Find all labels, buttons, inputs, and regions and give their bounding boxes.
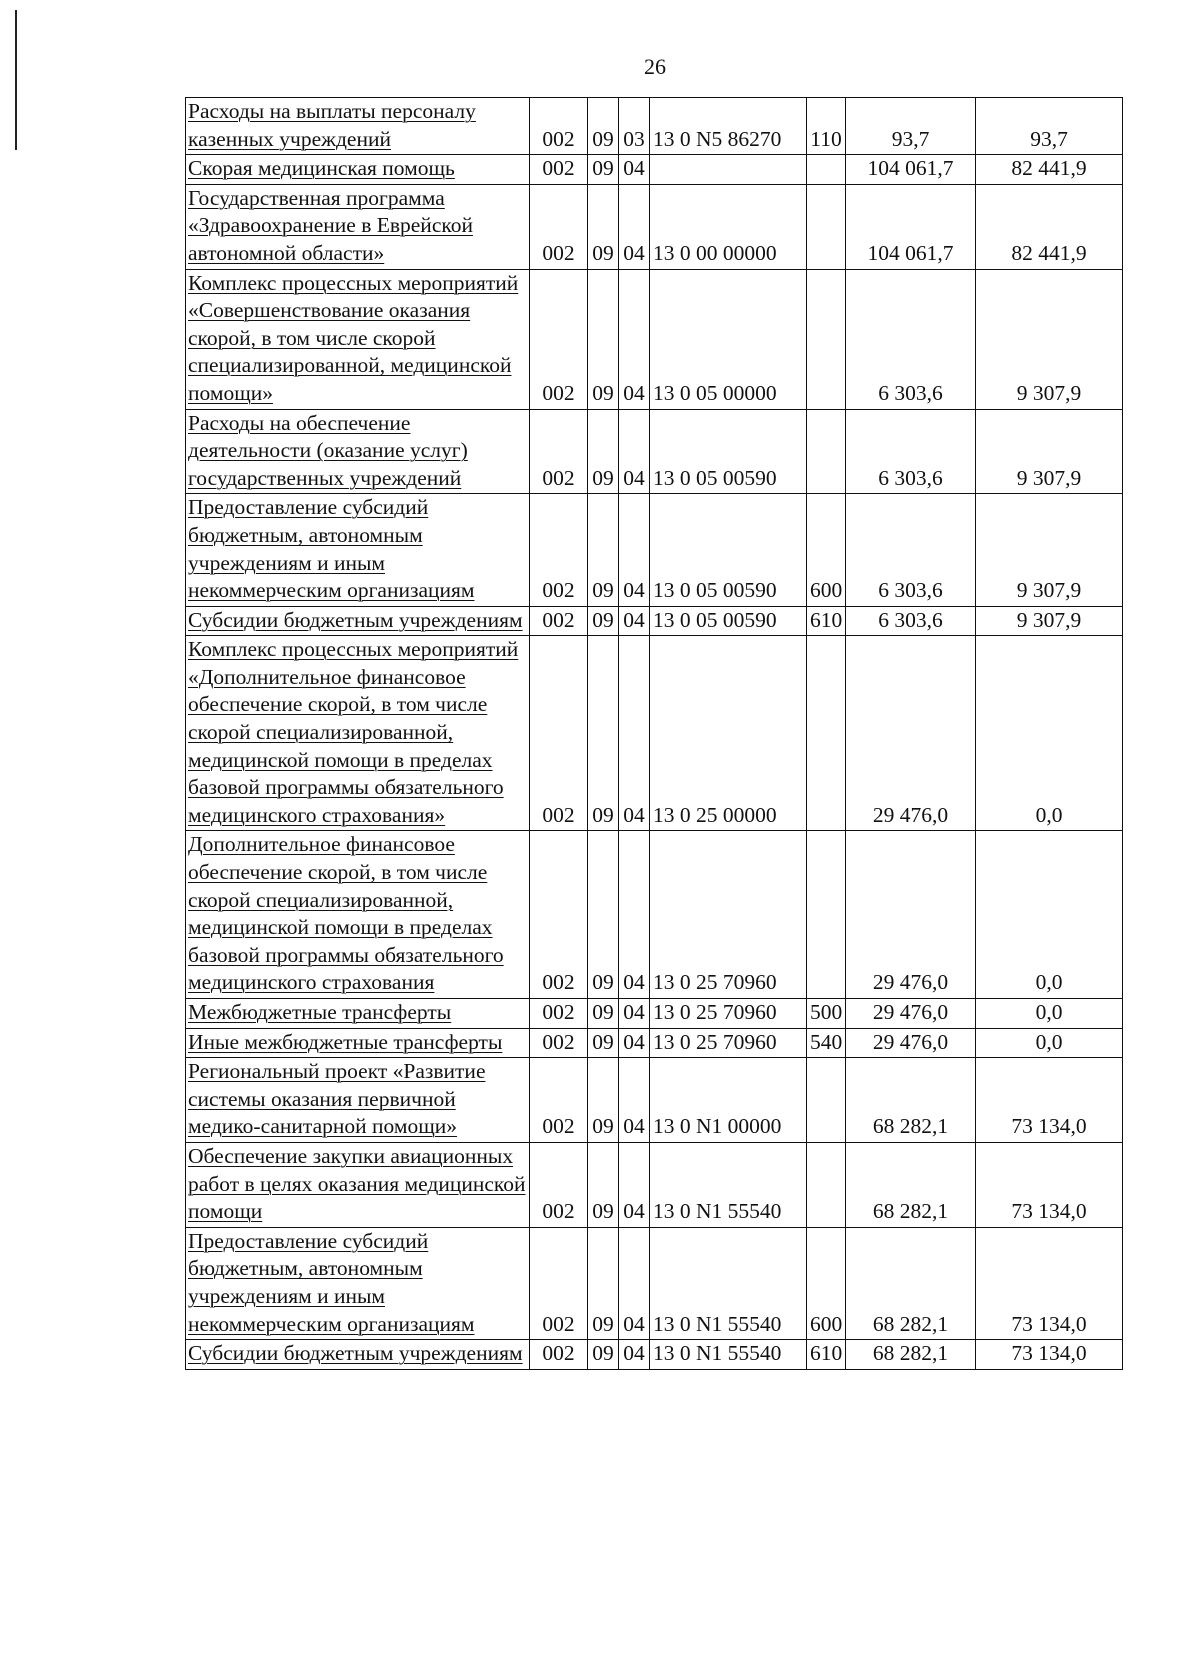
row-name-cell (186, 409, 530, 494)
row-rz-cell: 09 (588, 155, 619, 185)
row-pr-cell: 04 (619, 1340, 650, 1370)
row-name-text: Иные межбюджетные трансферты (188, 1029, 503, 1054)
row-name-text: Расходы на обеспечение деятельности (оказание услуг) государственных учреждений (188, 410, 468, 490)
row-vr-cell (807, 184, 846, 269)
row-name-cell (186, 606, 530, 636)
row-csr-cell: 13 0 25 70960 (650, 1028, 807, 1058)
row-name-text: Скорая медицинская помощь (188, 156, 455, 181)
row-amount-1-cell: 104 061,7 (846, 155, 976, 185)
row-amount-2-cell: 73 134,0 (976, 1340, 1123, 1370)
row-csr-cell: 13 0 N1 55540 (650, 1340, 807, 1370)
row-vr-cell: 500 (807, 999, 846, 1029)
row-amount-2-cell: 9 307,9 (976, 269, 1123, 409)
row-csr-cell: 13 0 05 00000 (650, 269, 807, 409)
row-gr-cell: 002 (530, 98, 588, 155)
row-gr-cell: 002 (530, 1142, 588, 1227)
row-rz-cell: 09 (588, 1227, 619, 1339)
row-name-cell (186, 184, 530, 269)
table-row (186, 494, 1123, 606)
row-vr-cell: 600 (807, 494, 846, 606)
row-vr-cell (807, 269, 846, 409)
row-csr-cell: 13 0 00 00000 (650, 184, 807, 269)
table-row (186, 831, 1123, 999)
table-row (186, 1340, 1123, 1370)
row-rz-cell: 09 (588, 606, 619, 636)
row-rz-cell: 09 (588, 1058, 619, 1143)
row-vr-cell (807, 409, 846, 494)
row-name-text: Расходы на выплаты персоналу казенных учреждений (188, 99, 476, 151)
row-name-cell (186, 1227, 530, 1339)
row-pr-cell: 04 (619, 155, 650, 185)
row-csr-cell: 13 0 N1 55540 (650, 1227, 807, 1339)
row-name-cell (186, 269, 530, 409)
row-amount-2-cell: 9 307,9 (976, 606, 1123, 636)
row-pr-cell: 04 (619, 494, 650, 606)
row-csr-cell: 13 0 25 00000 (650, 636, 807, 831)
row-name-text: Обеспечение закупки авиационных работ в целях оказания медицинской помощи (188, 1143, 526, 1224)
row-vr-cell (807, 831, 846, 999)
row-amount-1-cell: 6 303,6 (846, 409, 976, 494)
row-rz-cell: 09 (588, 494, 619, 606)
row-csr-cell: 13 0 05 00590 (650, 494, 807, 606)
row-gr-cell: 002 (530, 155, 588, 185)
row-name-text: Субсидии бюджетным учреждениям (188, 607, 523, 632)
row-amount-1-cell: 6 303,6 (846, 494, 976, 606)
table-row (186, 1058, 1123, 1143)
row-gr-cell: 002 (530, 606, 588, 636)
row-csr-cell: 13 0 N1 55540 (650, 1142, 807, 1227)
row-vr-cell (807, 636, 846, 831)
row-csr-cell: 13 0 05 00590 (650, 409, 807, 494)
row-name-cell (186, 1028, 530, 1058)
row-name-cell (186, 98, 530, 155)
table-row (186, 636, 1123, 831)
row-gr-cell: 002 (530, 494, 588, 606)
row-rz-cell: 09 (588, 409, 619, 494)
row-name-text: Субсидии бюджетным учреждениям (188, 1341, 523, 1366)
scan-edge-line (15, 10, 17, 150)
row-gr-cell: 002 (530, 409, 588, 494)
row-gr-cell: 002 (530, 1227, 588, 1339)
row-amount-1-cell: 29 476,0 (846, 636, 976, 831)
row-name-text: Дополнительное финансовое обеспечение скорой, в том числе скорой специализированной, медицинской помощи в пределах базовой программы обязательного медицинского страхования (188, 832, 504, 995)
table-row (186, 269, 1123, 409)
row-rz-cell: 09 (588, 98, 619, 155)
row-name-text: Межбюджетные трансферты (188, 1000, 452, 1024)
row-amount-2-cell: 0,0 (976, 999, 1123, 1029)
row-csr-cell (650, 155, 807, 185)
row-rz-cell: 09 (588, 184, 619, 269)
row-name-cell (186, 831, 530, 999)
table-row (186, 1227, 1123, 1339)
row-amount-2-cell: 73 134,0 (976, 1227, 1123, 1339)
row-amount-2-cell: 0,0 (976, 1028, 1123, 1058)
row-amount-2-cell: 9 307,9 (976, 409, 1123, 494)
row-name-cell (186, 155, 530, 185)
table-row (186, 409, 1123, 494)
budget-table-body (186, 98, 1123, 1370)
row-pr-cell: 04 (619, 1142, 650, 1227)
row-amount-2-cell: 93,7 (976, 98, 1123, 155)
row-vr-cell (807, 155, 846, 185)
row-vr-cell: 110 (807, 98, 846, 155)
row-vr-cell: 610 (807, 1340, 846, 1370)
row-amount-2-cell: 9 307,9 (976, 494, 1123, 606)
row-amount-1-cell: 29 476,0 (846, 831, 976, 999)
row-gr-cell: 002 (530, 999, 588, 1029)
row-csr-cell: 13 0 25 70960 (650, 999, 807, 1029)
row-amount-1-cell: 29 476,0 (846, 999, 976, 1029)
row-amount-2-cell: 82 441,9 (976, 184, 1123, 269)
row-amount-1-cell: 68 282,1 (846, 1058, 976, 1143)
row-gr-cell: 002 (530, 636, 588, 831)
row-csr-cell: 13 0 25 70960 (650, 831, 807, 999)
row-vr-cell: 540 (807, 1028, 846, 1058)
budget-table (185, 97, 1123, 1370)
table-row (186, 999, 1123, 1029)
row-pr-cell: 04 (619, 1028, 650, 1058)
row-gr-cell: 002 (530, 1028, 588, 1058)
row-vr-cell: 610 (807, 606, 846, 636)
row-amount-1-cell: 68 282,1 (846, 1340, 976, 1370)
table-row (186, 1028, 1123, 1058)
table-row (186, 155, 1123, 185)
row-amount-1-cell: 6 303,6 (846, 269, 976, 409)
row-name-cell (186, 999, 530, 1029)
row-pr-cell: 04 (619, 1227, 650, 1339)
row-pr-cell: 04 (619, 636, 650, 831)
row-vr-cell: 600 (807, 1227, 846, 1339)
row-amount-1-cell: 93,7 (846, 98, 976, 155)
row-rz-cell: 09 (588, 999, 619, 1029)
row-rz-cell: 09 (588, 269, 619, 409)
row-gr-cell: 002 (530, 831, 588, 999)
row-name-cell (186, 494, 530, 606)
row-amount-1-cell: 68 282,1 (846, 1227, 976, 1339)
row-rz-cell: 09 (588, 636, 619, 831)
row-amount-1-cell: 29 476,0 (846, 1028, 976, 1058)
row-pr-cell: 04 (619, 606, 650, 636)
row-name-cell (186, 1058, 530, 1143)
page-number: 26 (644, 54, 666, 79)
row-amount-1-cell: 104 061,7 (846, 184, 976, 269)
row-vr-cell (807, 1142, 846, 1227)
row-gr-cell: 002 (530, 1058, 588, 1143)
row-name-cell (186, 1340, 530, 1370)
table-row (186, 184, 1123, 269)
row-csr-cell: 13 0 N5 86270 (650, 98, 807, 155)
row-gr-cell: 002 (530, 1340, 588, 1370)
row-pr-cell: 04 (619, 831, 650, 999)
row-amount-2-cell: 0,0 (976, 636, 1123, 831)
row-pr-cell: 04 (619, 269, 650, 409)
table-row (186, 606, 1123, 636)
row-gr-cell: 002 (530, 269, 588, 409)
row-amount-1-cell: 6 303,6 (846, 606, 976, 636)
row-pr-cell: 03 (619, 98, 650, 155)
row-pr-cell: 04 (619, 999, 650, 1029)
row-csr-cell: 13 0 05 00590 (650, 606, 807, 636)
row-name-text: Комплекс процессных мероприятий «Дополнительное финансовое обеспечение скорой, в том числе скорой специализированной, медицинской помощи в пределах базовой программы обязательного медицинского страхования» (188, 637, 519, 827)
row-pr-cell: 04 (619, 1058, 650, 1143)
row-amount-2-cell: 73 134,0 (976, 1058, 1123, 1143)
table-row (186, 1142, 1123, 1227)
row-amount-1-cell: 68 282,1 (846, 1142, 976, 1227)
row-rz-cell: 09 (588, 1340, 619, 1370)
row-name-cell (186, 1142, 530, 1227)
row-name-text: Региональный проект «Развитие системы оказания первичной медико-санитарной помощи» (188, 1059, 486, 1139)
row-name-text: Комплекс процессных мероприятий «Совершенствование оказания скорой, в том числе скорой специализированной, медицинской помощи» (188, 270, 519, 405)
row-vr-cell (807, 1058, 846, 1143)
row-rz-cell: 09 (588, 831, 619, 999)
row-name-text: Государственная программа «Здравоохранение в Еврейской автономной области» (188, 185, 473, 265)
row-rz-cell: 09 (588, 1142, 619, 1227)
row-rz-cell: 09 (588, 1028, 619, 1058)
row-csr-cell: 13 0 N1 00000 (650, 1058, 807, 1143)
row-pr-cell: 04 (619, 409, 650, 494)
row-amount-2-cell: 73 134,0 (976, 1142, 1123, 1227)
row-amount-2-cell: 82 441,9 (976, 155, 1123, 185)
row-name-text: Предоставление субсидий бюджетным, автономным учреждениям и иным некоммерческим организациям (188, 495, 475, 603)
table-row (186, 98, 1123, 155)
row-name-cell (186, 636, 530, 831)
row-pr-cell: 04 (619, 184, 650, 269)
row-gr-cell: 002 (530, 184, 588, 269)
row-name-text: Предоставление субсидий бюджетным, автономным учреждениям и иным некоммерческим организациям (188, 1228, 475, 1336)
row-amount-2-cell: 0,0 (976, 831, 1123, 999)
